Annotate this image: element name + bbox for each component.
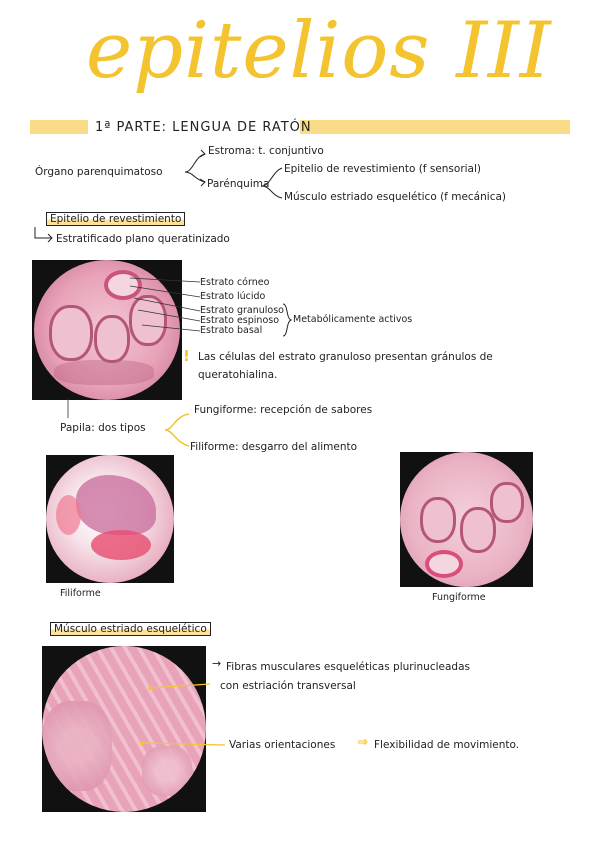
micrograph-filiforme <box>46 455 174 583</box>
warning-icon: ! <box>183 347 190 365</box>
fungiforme-desc: Fungiforme: recepción de sabores <box>194 404 373 416</box>
note-text: Las células del estrato granuloso presentan gránulos de queratohialina. <box>198 351 493 381</box>
strata-pointer-lines <box>120 270 205 340</box>
title-area <box>0 6 600 96</box>
epitelio-funcion-text: Epitelio de revestimiento (f sensorial) <box>284 163 482 175</box>
strata-granuloso: Estrato granuloso <box>200 305 284 316</box>
arrow-right-icon: → <box>212 657 222 670</box>
musculo-box-label: Músculo estriado esquelético <box>50 622 211 636</box>
caption-filiforme: Filiforme <box>60 588 101 599</box>
epitelio-type-text: Estratificado plano queratinizado <box>56 233 230 245</box>
papila-pointer <box>66 398 70 420</box>
page-title: epitelios III <box>86 6 552 96</box>
epitelio-box-label: Epitelio de revestimiento <box>46 212 185 226</box>
parenquima-text: Parénquima <box>207 178 270 190</box>
strata-brace <box>281 302 293 338</box>
filiforme-desc: Filiforme: desgarro del alimento <box>190 441 358 453</box>
caption-fungiforme: Fungiforme <box>432 592 486 603</box>
musculo-pointer-lines <box>130 660 240 760</box>
strata-corneo: Estrato córneo <box>200 277 270 288</box>
micrograph-fungiforme-field <box>400 452 533 587</box>
organ-label: Órgano parenquimatoso <box>35 166 163 178</box>
section-heading: 1ª PARTE: LENGUA DE RATÓN <box>95 120 312 135</box>
estriacion-text: con estriación transversal <box>220 680 356 692</box>
metabolic-text: Metabólicamente activos <box>293 314 413 325</box>
estroma-text: Estroma: t. conjuntivo <box>208 145 324 157</box>
heading-highlight-left <box>30 120 88 134</box>
strata-espinoso: Estrato espinoso <box>200 315 280 326</box>
musculo-funcion-text: Músculo estriado esquelético (f mecánica) <box>284 191 506 203</box>
heading-highlight-right <box>300 120 570 134</box>
arrow-down-right-icon <box>32 226 56 244</box>
flexibilidad-text: Flexibilidad de movimiento. <box>374 739 520 751</box>
strata-basal: Estrato basal <box>200 325 263 336</box>
orientaciones-text: Varias orientaciones <box>229 739 336 751</box>
papila-label: Papila: dos tipos <box>60 422 146 434</box>
micrograph-filiforme-field <box>46 455 174 583</box>
fibras-text: Fibras musculares esqueléticas plurinucleadas <box>226 661 470 673</box>
strata-lucido: Estrato lúcido <box>200 291 266 302</box>
papila-brace <box>163 410 193 450</box>
double-arrow-icon: ⇒ <box>357 735 368 750</box>
micrograph-fungiforme <box>400 452 533 587</box>
